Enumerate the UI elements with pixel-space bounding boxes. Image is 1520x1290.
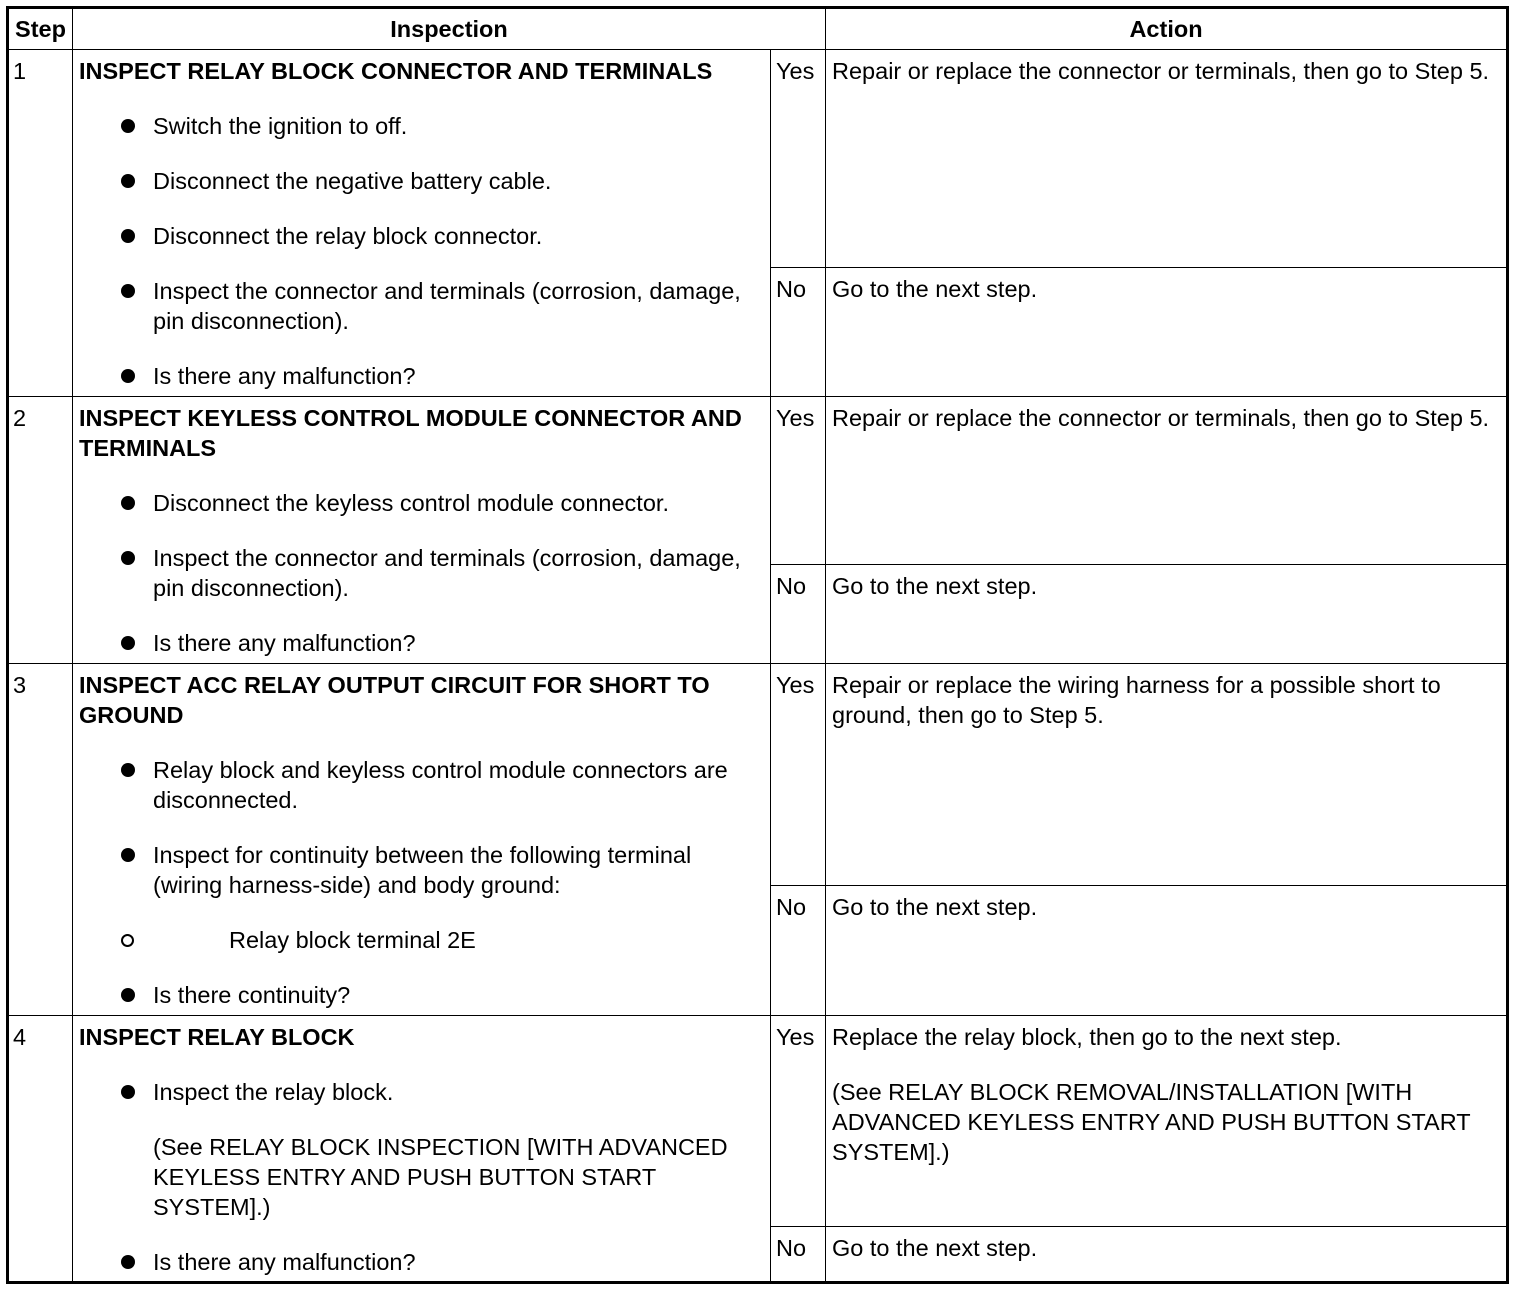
no-label: No [771,268,826,397]
step-3-yes-row [8,664,1508,886]
bullet-item: Disconnect the negative battery cable. [79,166,764,196]
step-number: 1 [8,50,73,397]
bullet-item: Disconnect the keyless control module connector. [79,488,764,518]
yes-label: Yes [771,397,826,565]
step-3-inspection [73,664,771,1016]
bullet-item: Inspect the connector and terminals (corrosion, damage, pin disconnection). [79,276,764,336]
inspection-bullet-list [79,488,764,658]
no-label: No [771,1227,826,1283]
step-4-yes-row [8,1016,1508,1227]
yes-action-cell [826,1016,1508,1227]
bullet-text: Inspect the relay block. [153,1079,394,1105]
yes-label: Yes [771,664,826,886]
step-1-yes-row [8,50,1508,268]
header-inspection: Inspection [73,8,826,50]
table-header-row [8,8,1508,50]
step-number: 3 [8,664,73,1016]
diagnostic-procedure-table [6,6,1509,1284]
step-2-yes-row [8,397,1508,565]
bullet-item: Is there continuity? [79,980,764,1010]
inspection-bullet-list [79,1077,764,1277]
bullet-item: Is there any malfunction? [79,628,764,658]
step-4-inspection [73,1016,771,1283]
sub-bullet-list [79,925,764,955]
step-2-inspection [73,397,771,664]
sub-bullet-item: Relay block terminal 2E [79,925,764,955]
bullet-item: Is there any malfunction? [79,361,764,391]
no-action: Go to the next step. [826,565,1508,664]
bullet-item: Is there any malfunction? [79,1247,764,1277]
no-label: No [771,565,826,664]
reference-note: (See RELAY BLOCK INSPECTION [WITH ADVANCED KEYLESS ENTRY AND PUSH BUTTON START SYSTEM].) [153,1134,728,1220]
yes-action: Repair or replace the connector or terminals, then go to Step 5. [826,50,1508,268]
yes-action: Repair or replace the wiring harness for a possible short to ground, then go to Step 5. [826,664,1508,886]
header-action: Action [826,8,1508,50]
bullet-item: Switch the ignition to off. [79,111,764,141]
no-action: Go to the next step. [826,268,1508,397]
bullet-item-with-sublist [79,840,764,955]
bullet-item: Disconnect the relay block connector. [79,221,764,251]
yes-label: Yes [771,50,826,268]
no-action: Go to the next step. [826,1227,1508,1283]
no-action: Go to the next step. [826,886,1508,1016]
step-number: 4 [8,1016,73,1283]
yes-action-reference: (See RELAY BLOCK REMOVAL/INSTALLATION [WITH ADVANCED KEYLESS ENTRY AND PUSH BUTTON START SYSTEM].) [832,1079,1471,1165]
yes-action: Replace the relay block, then go to the next step. [832,1024,1342,1050]
bullet-item: Inspect the connector and terminals (corrosion, damage, pin disconnection). [79,543,764,603]
no-label: No [771,886,826,1016]
step-title: INSPECT RELAY BLOCK [79,1024,355,1050]
inspection-bullet-list [79,111,764,391]
bullet-text: Inspect for continuity between the following terminal (wiring harness-side) and body ground: [153,842,692,898]
header-step: Step [8,8,73,50]
inspection-bullet-list [79,755,764,1010]
yes-action: Repair or replace the connector or terminals, then go to Step 5. [826,397,1508,565]
step-title: INSPECT ACC RELAY OUTPUT CIRCUIT FOR SHORT TO GROUND [79,672,710,728]
step-1-inspection [73,50,771,397]
step-title: INSPECT RELAY BLOCK CONNECTOR AND TERMINALS [79,58,713,84]
step-title: INSPECT KEYLESS CONTROL MODULE CONNECTOR AND TERMINALS [79,405,742,461]
bullet-item: Relay block and keyless control module connectors are disconnected. [79,755,764,815]
step-number: 2 [8,397,73,664]
yes-label: Yes [771,1016,826,1227]
bullet-item-with-note [79,1077,764,1222]
